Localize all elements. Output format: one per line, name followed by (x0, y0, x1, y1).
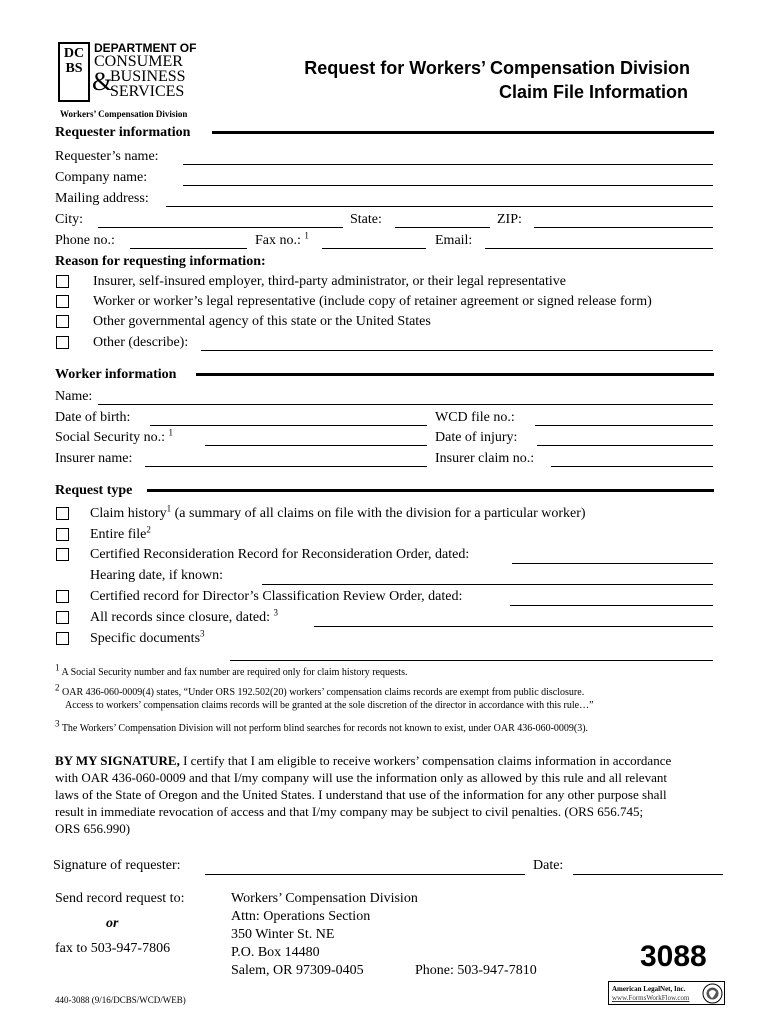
dob-field[interactable] (150, 425, 427, 426)
fax-label (255, 230, 309, 249)
city-field[interactable] (98, 227, 343, 228)
footnote-2-num: 2 (55, 682, 60, 693)
logo-ampersand-icon: & (92, 67, 113, 96)
reason-other-checkbox[interactable] (56, 336, 69, 349)
state-field[interactable] (395, 227, 490, 228)
ssn-label (55, 427, 174, 446)
requester-heading: Requester information (55, 125, 191, 140)
city-label: City: (55, 212, 84, 227)
logo-line-1: DEPARTMENT OF (94, 41, 197, 55)
insurer-name-label: Insurer name: (55, 451, 133, 466)
send-to-label: Send record request to: (55, 891, 185, 906)
all-records-date-field[interactable] (314, 626, 713, 627)
insurer-claim-label: Insurer claim no.: (435, 451, 535, 466)
logo-monogram: DCBS (58, 42, 90, 102)
fax-field[interactable] (322, 248, 426, 249)
form-code: 440-3088 (9/16/DCBS/WCD/WEB) (55, 995, 186, 1005)
agency-logo (58, 40, 218, 106)
specific-docs-label (90, 628, 205, 647)
phone-field[interactable] (130, 248, 247, 249)
reason-insurer-checkbox[interactable] (56, 275, 69, 288)
certification-line-5: ORS 656.990) (55, 821, 131, 836)
specific-docs-checkbox[interactable] (56, 632, 69, 645)
state-label: State: (350, 212, 382, 227)
entire-file-label (90, 524, 151, 543)
signature-label: Signature of requester: (53, 858, 181, 873)
certification-line-1 (55, 752, 671, 769)
insurer-name-field[interactable] (145, 466, 427, 467)
all-records-text: All records since closure, dated: (90, 610, 270, 625)
email-label: Email: (435, 233, 473, 248)
signature-date-label: Date: (533, 858, 564, 873)
requester-rule (212, 131, 714, 134)
logo-line-3: BUSINESS (110, 68, 186, 85)
certified-director-date-field[interactable] (510, 605, 713, 606)
request-type-rule (147, 489, 714, 492)
certified-recon-date-field[interactable] (512, 563, 713, 564)
reason-worker-checkbox[interactable] (56, 295, 69, 308)
footnote-3-num: 3 (55, 718, 60, 729)
ssn-label-text: Social Security no.: (55, 430, 166, 445)
reason-agency-label: Other governmental agency of this state or the United States (93, 314, 431, 329)
wcd-file-label: WCD file no.: (435, 410, 515, 425)
claim-history-checkbox[interactable] (56, 507, 69, 520)
ssn-field[interactable] (205, 445, 427, 446)
footnote-1-text: A Social Security number and fax number are required only for claim history requests. (61, 667, 408, 678)
reason-insurer-label: Insurer, self-insured employer, third-party administrator, or their legal representative (93, 274, 566, 289)
company-name-label: Company name: (55, 170, 148, 185)
certified-recon-label: Certified Reconsideration Record for Reconsideration Order, dated: (90, 547, 470, 562)
vendor-url[interactable]: www.FormsWorkFlow.com (612, 994, 690, 1002)
ssn-footnote-ref: 1 (168, 427, 174, 438)
email-field[interactable] (485, 248, 713, 249)
phone-number: Phone: 503-947-7810 (415, 963, 537, 978)
signature-field[interactable] (205, 874, 525, 875)
form-title-line-2: Claim File Information (498, 82, 688, 102)
date-of-injury-field[interactable] (537, 445, 713, 446)
vendor-name: American LegalNet, Inc. (612, 985, 686, 993)
certified-director-checkbox[interactable] (56, 590, 69, 603)
worker-name-label: Name: (55, 389, 93, 404)
claim-history-desc: (a summary of all claims on file with the division for a particular worker) (171, 506, 586, 521)
form-number: 3088 (640, 940, 707, 973)
all-records-checkbox[interactable] (56, 611, 69, 624)
mailing-address-label: Mailing address: (55, 191, 149, 206)
footnote-1 (55, 662, 408, 679)
claim-history-label (90, 503, 586, 522)
zip-field[interactable] (534, 227, 713, 228)
fax-to-label: fax to 503-947-7806 (55, 941, 171, 956)
reason-agency-checkbox[interactable] (56, 315, 69, 328)
address-line-4: P.O. Box 14480 (231, 945, 320, 960)
vendor-seal-icon (702, 983, 723, 1004)
division-caption: Workers’ Compensation Division (60, 109, 188, 119)
hearing-date-label: Hearing date, if known: (90, 568, 223, 583)
certification-line-4: result in immediate revocation of access and that I/my company may be subject to civil penalties. (ORS 656.745; (55, 804, 644, 819)
fax-label-text: Fax no.: (255, 233, 301, 248)
logo-line-4: SERVICES (110, 83, 185, 100)
address-line-2: Attn: Operations Section (231, 909, 371, 924)
entire-file-footnote-ref: 2 (146, 524, 151, 535)
footnote-3 (55, 718, 589, 735)
address-line-5: Salem, OR 97309-0405 (231, 963, 364, 978)
certification-lead: BY MY SIGNATURE, (55, 753, 180, 768)
certification-line-3: laws of the State of Oregon and the United States. I understand that use of the information for any other purpose shall (55, 787, 667, 802)
all-records-footnote-ref: 3 (273, 607, 278, 618)
date-of-injury-label: Date of injury: (435, 430, 518, 445)
worker-name-field[interactable] (98, 404, 713, 405)
wcd-file-field[interactable] (535, 425, 713, 426)
mailing-address-field[interactable] (166, 206, 713, 207)
specific-docs-field[interactable] (230, 660, 713, 661)
zip-label: ZIP: (497, 212, 522, 227)
reason-other-label: Other (describe): (93, 335, 189, 350)
requester-name-field[interactable] (183, 164, 713, 165)
claim-history-footnote-ref: 1 (166, 503, 172, 514)
hearing-date-field[interactable] (262, 584, 713, 585)
worker-heading: Worker information (55, 367, 177, 382)
dob-label: Date of birth: (55, 410, 131, 425)
or-label: or (106, 916, 119, 931)
request-type-heading: Request type (55, 483, 133, 498)
certified-director-label: Certified record for Director’s Classification Review Order, dated: (90, 589, 463, 604)
phone-label: Phone no.: (55, 233, 115, 248)
footnote-3-text: The Workers’ Compensation Division will not perform blind searches for records not known to exist, under OAR 436-060-0009(3). (61, 723, 589, 734)
signature-date-field[interactable] (573, 874, 723, 875)
vendor-badge (608, 981, 725, 1005)
requester-name-label: Requester’s name: (55, 149, 159, 164)
logo-line-2: CONSUMER (94, 53, 183, 70)
footnote-1-num: 1 (55, 662, 60, 673)
all-records-label (90, 607, 278, 626)
specific-docs-text: Specific documents (90, 631, 201, 646)
specific-docs-footnote-ref: 3 (200, 628, 205, 639)
worker-rule (196, 373, 714, 376)
address-line-3: 350 Winter St. NE (231, 927, 335, 942)
certified-recon-checkbox[interactable] (56, 548, 69, 561)
fax-footnote-ref: 1 (304, 230, 309, 241)
entire-file-text: Entire file (90, 527, 147, 542)
form-title-line-1: Request for Workers’ Compensation Division (304, 58, 690, 78)
address-line-1: Workers’ Compensation Division (231, 891, 418, 906)
claim-history-text: Claim history (90, 506, 167, 521)
certification-line-2: with OAR 436-060-0009 and that I/my company will use the information only as allowed by this rule and all relevant (55, 770, 667, 785)
footnote-2-line-1: OAR 436-060-0009(4) states, “Under ORS 192.502(20) workers’ compensation claims records are exempt from public disclosure. (62, 687, 585, 698)
entire-file-checkbox[interactable] (56, 528, 69, 541)
footnote-2-continued: Access to workers’ compensation claims records will be granted at the sole discretion of the director in accordance with this rule…” (65, 700, 594, 711)
reason-heading: Reason for requesting information: (55, 254, 266, 269)
certification-text (55, 752, 671, 837)
insurer-claim-field[interactable] (551, 466, 713, 467)
company-name-field[interactable] (183, 185, 713, 186)
footnote-2 (55, 682, 585, 699)
certification-line-1-text: I certify that I am eligible to receive workers’ compensation claims information in accordance (179, 753, 672, 768)
reason-worker-label: Worker or worker’s legal representative (include copy of retainer agreement or signed release form) (93, 294, 652, 309)
reason-other-field[interactable] (201, 350, 713, 351)
